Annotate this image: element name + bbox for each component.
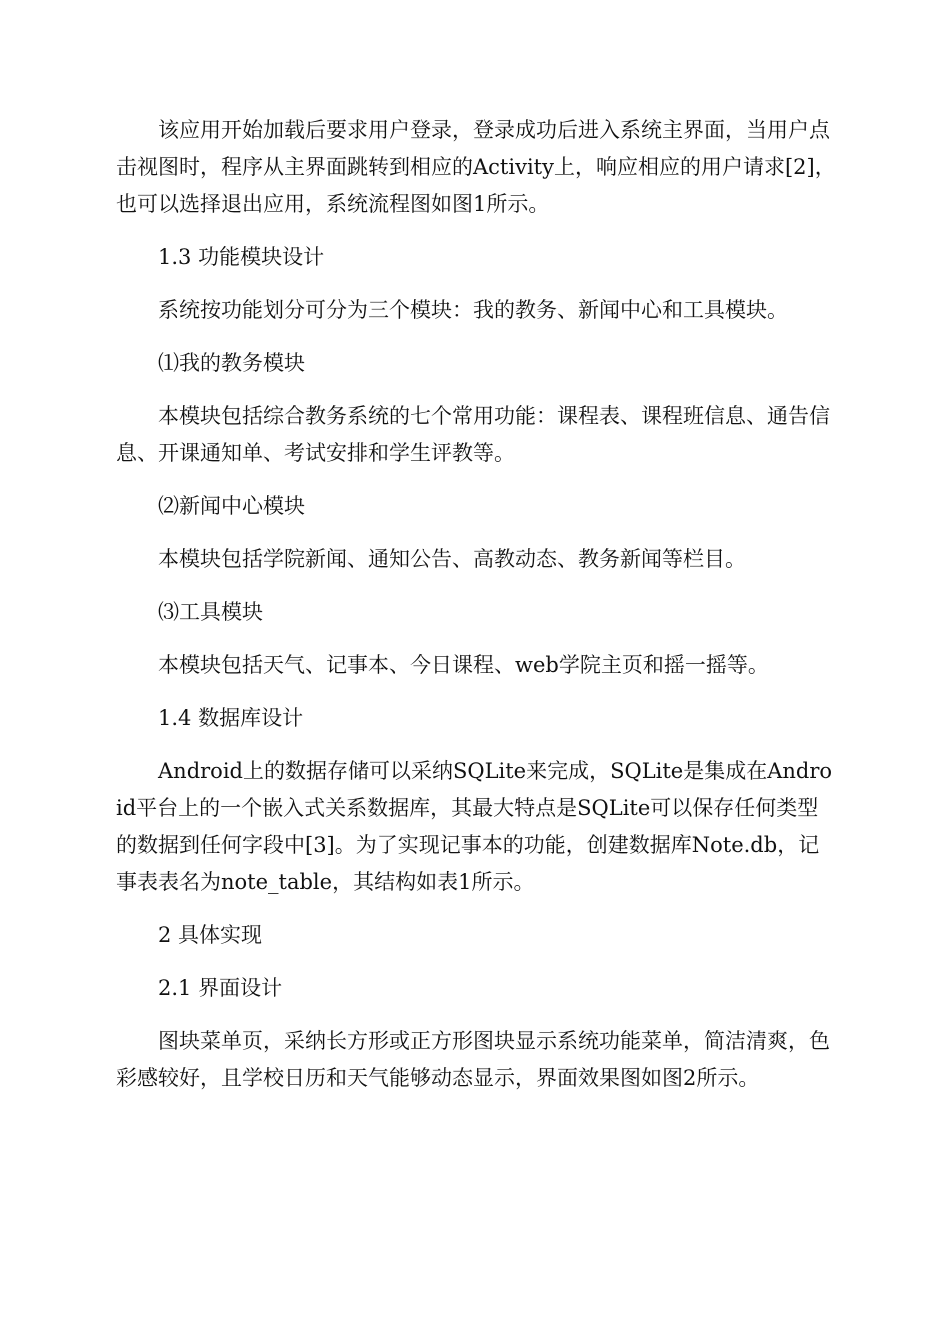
document-body — [116, 112, 836, 1097]
paragraph-database-design: Android上的数据存储可以采纳SQLite来完成，SQLite是集成在Android平台上的一个嵌入式关系数据库，其最大特点是SQLite可以保存任何类型的数据到任何字段中[3]。为了实现记事本的功能，创建数据库Note.db，记事表表名为note_table，其结构如表1所示。 — [116, 759, 833, 894]
paragraph-app-login: 该应用开始加载后要求用户登录，登录成功后进入系统主界面，当用户点击视图时，程序从主界面跳转到相应的Activity上，响应相应的用户请求[2]，也可以选择退出应用，系统流程图如图1所示。 — [116, 118, 836, 216]
paragraph-my-academic-module: 本模块包括综合教务系统的七个常用功能：课程表、课程班信息、通告信息、开课通知单、考试安排和学生评教等。 — [116, 404, 830, 465]
paragraph-modules-overview: 系统按功能划分可分为三个模块：我的教务、新闻中心和工具模块。 — [158, 298, 788, 322]
heading-module-design: 1.3 功能模块设计 — [158, 245, 325, 269]
heading-ui-design: 2.1 界面设计 — [158, 976, 283, 1000]
paragraph-news-module: 本模块包括学院新闻、通知公告、高教动态、教务新闻等栏目。 — [158, 547, 746, 571]
paragraph-ui-design: 图块菜单页，采纳长方形或正方形图块显示系统功能菜单，简洁清爽，色彩感较好，且学校日历和天气能够动态显示，界面效果图如图2所示。 — [116, 1029, 830, 1090]
heading-database-design: 1.4 数据库设计 — [158, 706, 304, 730]
heading-my-academic-module: ⑴我的教务模块 — [158, 351, 305, 375]
heading-tools-module: ⑶工具模块 — [158, 600, 263, 624]
paragraph-tools-module: 本模块包括天气、记事本、今日课程、web学院主页和摇一摇等。 — [158, 653, 769, 677]
heading-implementation: 2 具体实现 — [158, 923, 263, 947]
heading-news-module: ⑵新闻中心模块 — [158, 494, 305, 518]
